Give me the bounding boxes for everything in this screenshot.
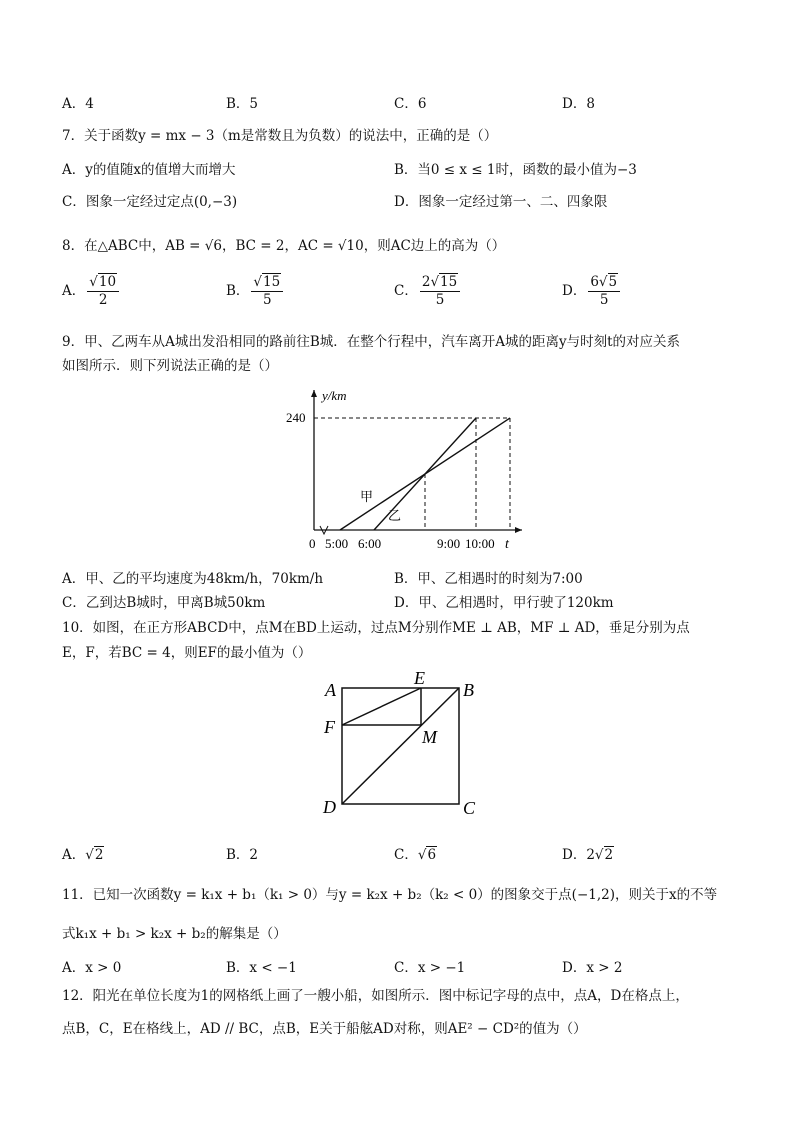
q11-option-b: B．x < −1: [226, 960, 297, 976]
q9-series-label-yi: 乙: [388, 508, 402, 523]
q8-option-c-letter: C．: [394, 283, 418, 299]
q9-x-tick-10: 10:00: [465, 536, 495, 551]
q9-x-tick-6: 6:00: [358, 536, 382, 551]
q10-label-c: C: [463, 798, 476, 818]
q9-x-tick-5: 5:00: [325, 536, 349, 551]
q10-option-a: A．√2: [62, 847, 104, 863]
q8-option-c-coef: 2: [421, 274, 431, 290]
q9-option-c: C．乙到达B城时，甲离B城50km: [62, 595, 266, 611]
q9-stem-line1: 9．甲、乙两车从A城出发沿相同的路前往B城．在整个行程中，汽车离开A城的距离y与时刻t的对应关系: [62, 334, 681, 350]
q10-option-c-letter: C．: [394, 847, 418, 863]
q8-stem: 8．在△ABC中，AB = √6，BC = 2，AC = √10，则AC边上的高为（）: [62, 238, 506, 254]
q8-option-d-denominator: 5: [599, 292, 609, 308]
q9-option-b: B．甲、乙相遇时的时刻为7:00: [394, 571, 583, 587]
q10-option-d-coef: 2: [586, 847, 595, 863]
q10-option-b: [226, 843, 258, 863]
q8-option-b-letter: B．: [226, 283, 250, 299]
q9-y-axis-label: y/km: [322, 388, 347, 403]
q10-label-f: F: [324, 717, 335, 737]
q6-option-d: D．8: [562, 96, 595, 112]
q10-option-c: C．√6: [394, 847, 437, 863]
q10-label-m: M: [422, 727, 437, 747]
q7-option-a: A．y的值随x的值增大而增大: [62, 162, 236, 178]
q8-option-a-fraction: $\frac{√10}{2}$: [87, 274, 119, 309]
q7-option-c: C．图象一定经过定点(0,−3): [62, 194, 238, 210]
q10-option-d-letter: D．: [562, 847, 587, 863]
q12-stem-line2: 点B，C，E在格线上，AD // BC，点B，E关于船舷AD对称，则AE² − CD²的值为（）: [62, 1021, 587, 1037]
q10-stem-line1: 10．如图，在正方形ABCD中，点M在BD上运动，过点M分别作ME ⊥ AB，MF ⊥ AD，垂足分别为点: [62, 620, 690, 636]
q10-label-a: A: [325, 680, 336, 700]
q8-option-c-denominator: 5: [435, 292, 445, 308]
q8-option-b-denominator: 5: [263, 292, 272, 308]
q6-option-b: B．5: [226, 96, 259, 112]
q9-x-tick-9: 9:00: [437, 536, 461, 551]
q9-distance-time-chart: [286, 380, 530, 560]
q10-stem-line2: E，F，若BC = 4，则EF的最小值为（）: [62, 645, 312, 661]
q8-option-d-radicand: 5: [608, 274, 618, 290]
q9-stem-line2: 如图所示．则下列说法正确的是（）: [62, 358, 278, 374]
q10-label-d: D: [323, 797, 336, 817]
q10-option-b-value: 2: [249, 847, 259, 863]
q8-option-c-radicand: 15: [440, 274, 458, 290]
q10-diagonal-bd: [342, 688, 459, 804]
q10-label-e: E: [414, 668, 425, 688]
q11-option-c: C．x > −1: [394, 960, 466, 976]
q8-option-a: [62, 274, 121, 309]
q11-option-a: A．x > 0: [62, 960, 122, 976]
q10-option-a-radicand: 2: [94, 847, 104, 863]
q9-series-label-jia: 甲: [360, 489, 374, 504]
q7-option-b: B．当0 ≤ x ≤ 1时，函数的最小值为−3: [394, 162, 637, 178]
q9-x-axis-label: t: [505, 537, 509, 552]
q12-stem-line1: 12．阳光在单位长度为1的网格纸上画了一艘小船，如图所示．图中标记字母的点中，点A，D在格点上，: [62, 988, 689, 1004]
q10-option-d: D．2√2: [562, 847, 614, 863]
q11-option-d: D．x > 2: [562, 960, 623, 976]
q7-option-d: D．图象一定经过第一、二、四象限: [394, 194, 608, 210]
q11-stem-line2: 式k₁x + b₁ > k₂x + b₂的解集是（）: [62, 926, 287, 942]
q8-option-b-fraction: $\frac{√15}{5}$: [251, 274, 283, 309]
q8-option-d-coef: 6: [590, 274, 599, 290]
q9-option-d: D．甲、乙相遇时，甲行驶了120km: [394, 595, 614, 611]
q11-stem-line1: 11．已知一次函数y = k₁x + b₁（k₁ > 0）与y = k₂x + b₂（k₂ < 0）的图象交于点(−1,2)，则关于x的不等: [62, 887, 718, 903]
q9-origin-label: 0: [309, 536, 316, 551]
q8-option-d: [562, 274, 622, 309]
q10-option-d-radicand: 2: [604, 847, 614, 863]
q9-y-tick-240: 240: [286, 410, 306, 425]
q8-option-b: [226, 274, 285, 309]
q6-option-a: A．4: [62, 96, 94, 112]
q8-option-c-fraction: $\frac{2√15}{5}$: [420, 274, 460, 309]
q10-option-b-letter: B．: [226, 847, 250, 863]
q8-option-d-fraction: $\frac{6√5}{5}$: [588, 274, 620, 309]
q8-option-c: [394, 274, 462, 309]
q9-y-axis-arrow: [311, 390, 317, 397]
q6-option-c: C．6: [394, 96, 427, 112]
q9-x-axis-arrow: [515, 527, 522, 533]
q8-option-a-letter: A．: [62, 283, 86, 299]
q10-square-figure: [318, 668, 488, 820]
q8-option-b-radicand: 15: [263, 274, 281, 290]
q10-label-b: B: [463, 680, 474, 700]
q10-option-c-radicand: 6: [427, 847, 437, 863]
q8-option-d-letter: D．: [562, 283, 587, 299]
q9-option-a: A．甲、乙的平均速度为48km/h，70km/h: [62, 571, 324, 587]
q10-segment-ef: [342, 688, 421, 725]
q10-option-a-letter: A．: [62, 847, 86, 863]
q8-option-a-denominator: 2: [98, 292, 108, 308]
q7-stem: 7．关于函数y = mx − 3（m是常数且为负数）的说法中，正确的是（）: [62, 128, 498, 144]
q8-option-a-radicand: 10: [98, 274, 117, 290]
